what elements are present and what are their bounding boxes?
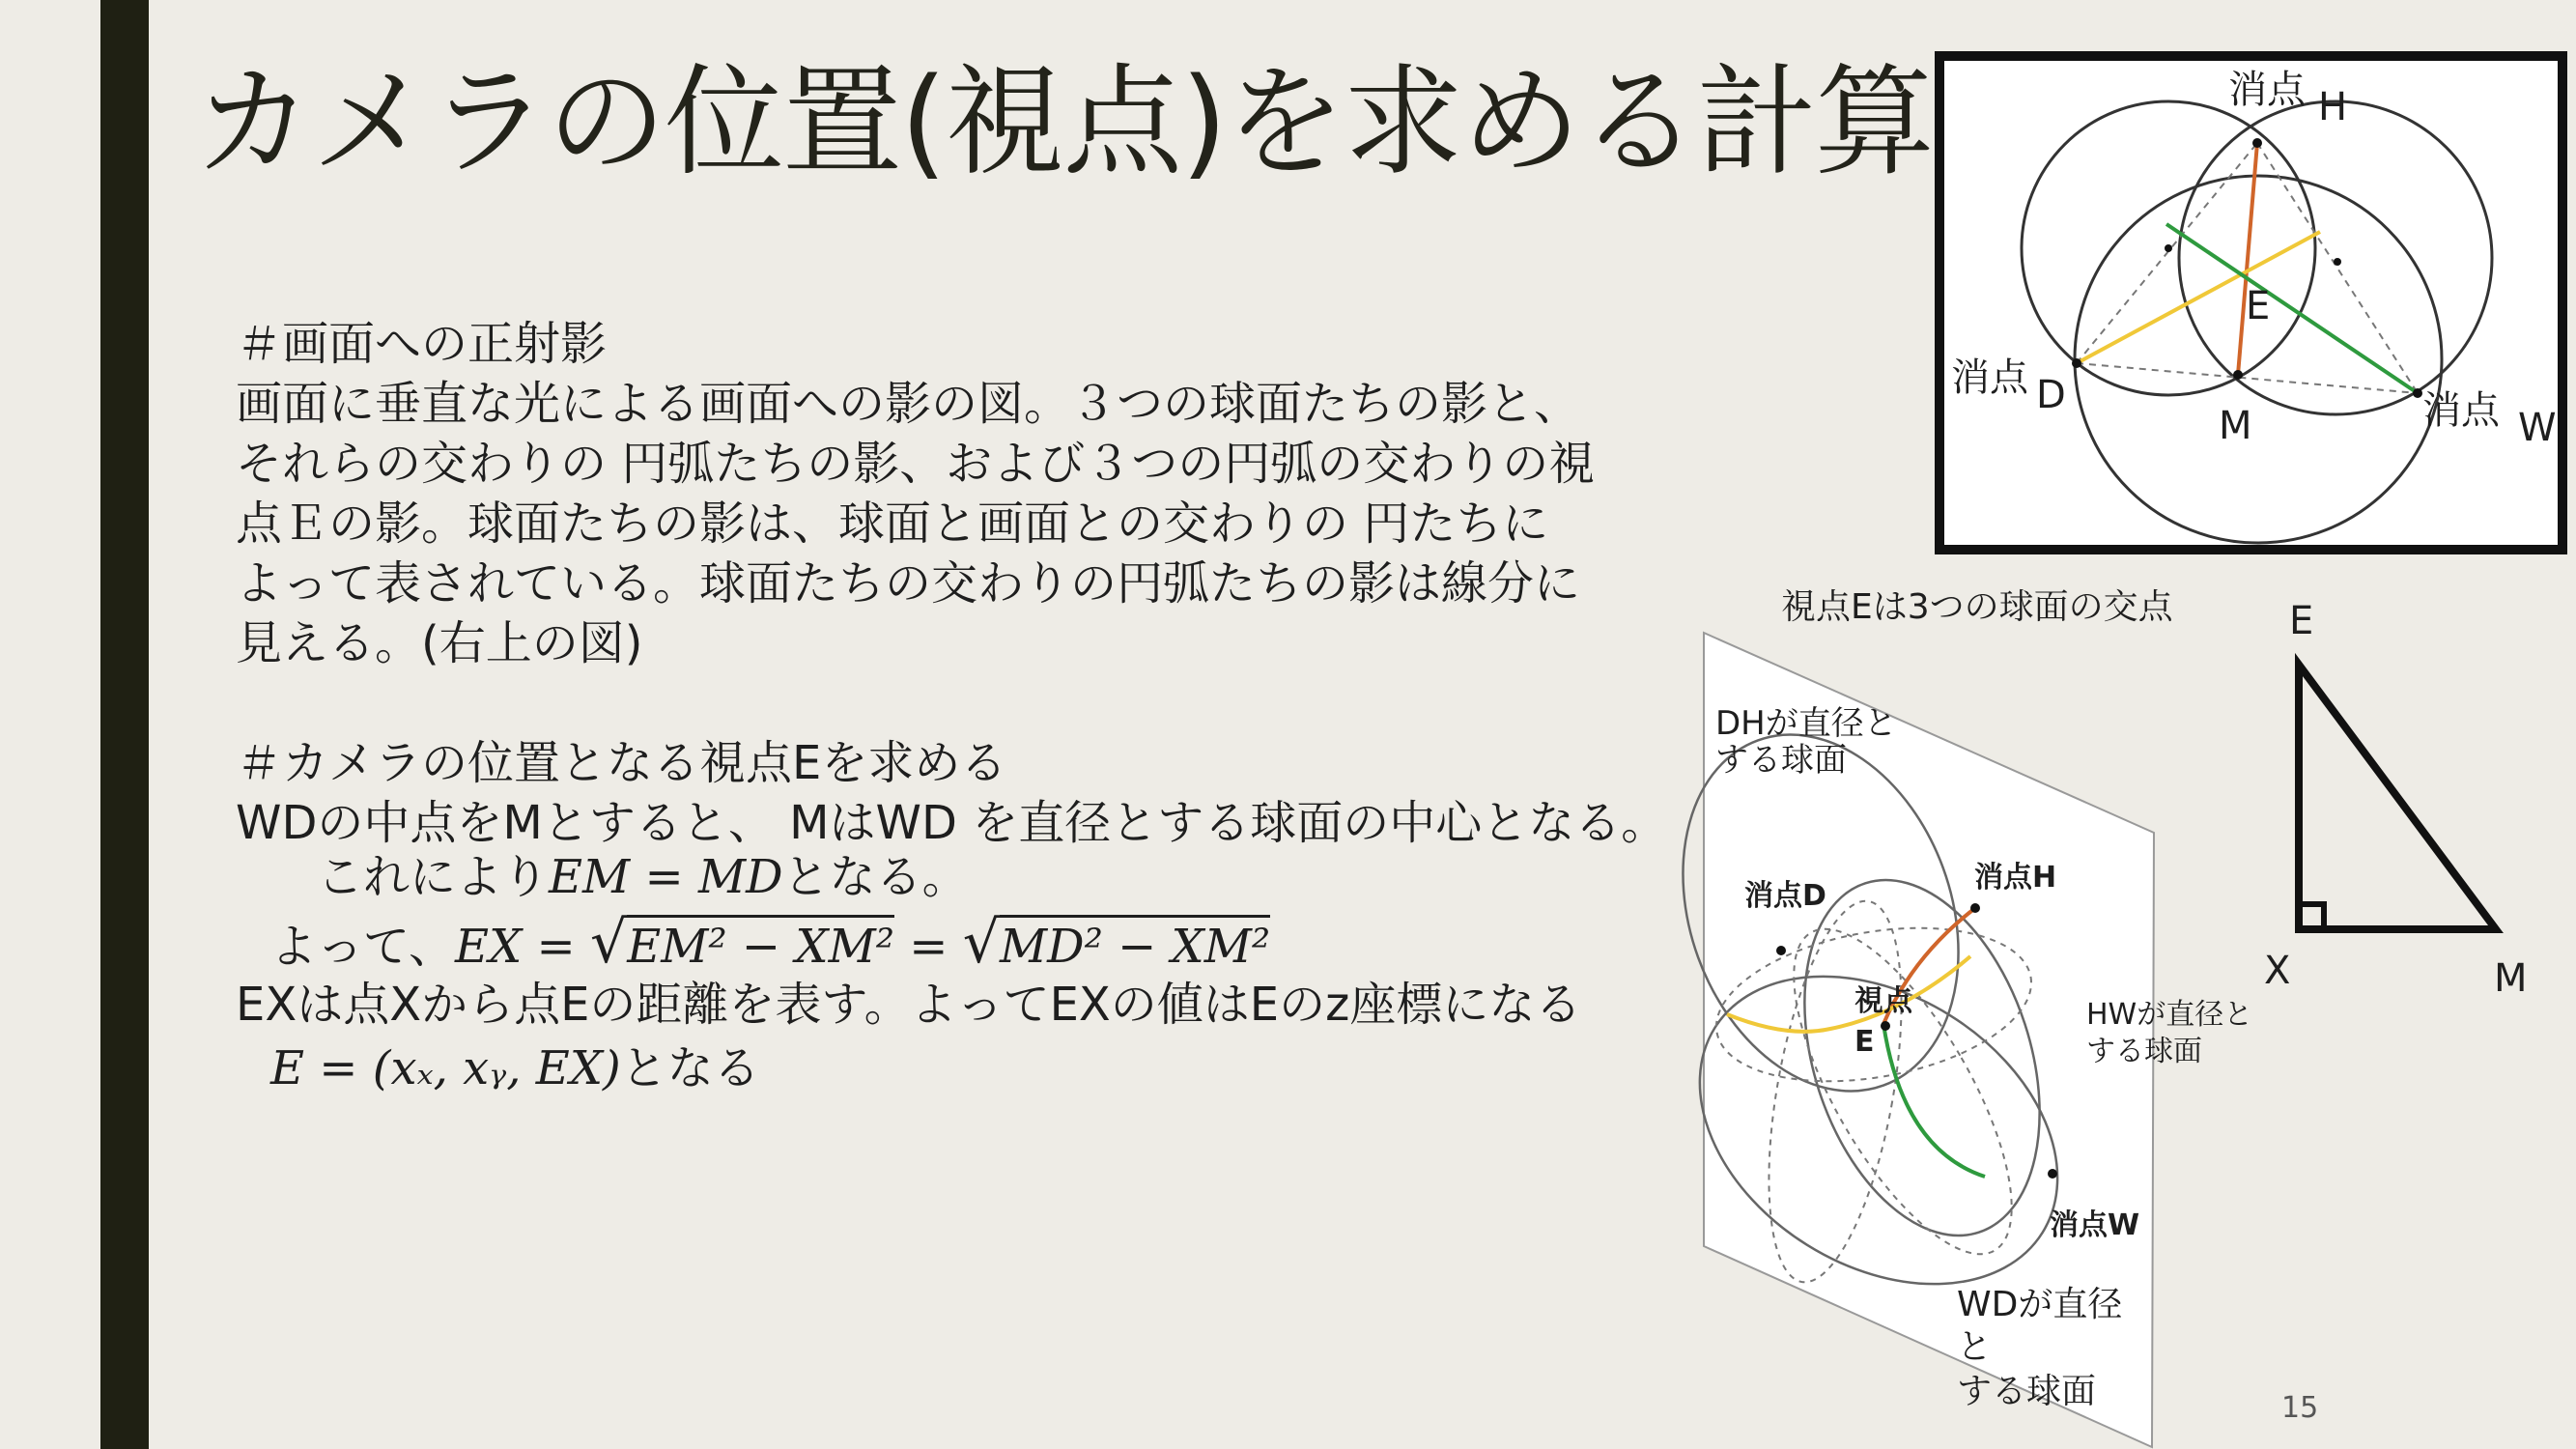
section2-heading: ＃カメラの位置となる視点Eを求める [236,736,1007,790]
section2-line-3 [270,909,1271,977]
point-w [2048,1169,2057,1179]
slide-number: 15 [2281,1391,2319,1425]
triangle-figure [2250,589,2560,1014]
label-view-1: 視点 [1854,984,1912,1018]
line2-formula: EM = MD [549,850,783,904]
line2-suffix: となる。 [782,850,969,904]
point-d [1776,946,1786,955]
triangle-label-e: E [2289,599,2314,643]
slide-title: カメラの位置(視点)を求める計算 [193,53,1933,192]
line3-prefix: よって、 [270,920,456,974]
line5-formula: E = (xₓ, xᵧ, EX) [270,1041,621,1095]
label-view-2: E [1854,1025,1875,1059]
section1-heading: ＃画面への正射影 [236,317,608,371]
section1-line-3: 点Ｅの影。球面たちの影は、球面と画面との交わりの 円たちに [236,497,1549,551]
sphere-caption: 視点Eは3つの球面の交点 [1781,587,2173,627]
point-mid-dh [2165,244,2172,252]
section2-line-2 [317,848,969,906]
label-dh-1: DHが直径と [1715,704,1897,743]
top-circles-figure [1932,50,2569,554]
point-h [2252,138,2262,148]
section2-line-1: WDの中点をMとすると、 MはWD を直径とする球面の中心となる。 [236,796,1668,850]
label-h: H [2318,85,2348,129]
label-wd-1: WDが直径 [1957,1285,2123,1324]
triangle-label-x: X [2264,949,2291,993]
section2-line-4: EXは点Xから点Eの距離を表す。よってEXの値はEのz座標になる [236,978,1582,1032]
point-e [1881,1021,1890,1031]
section2-line-5 [270,1039,760,1097]
point-h [1970,903,1980,913]
triangle-label-m: M [2494,956,2528,1001]
point-d [2072,358,2081,368]
line2-prefix: これにより [317,850,550,904]
label-d: D [2036,373,2066,417]
line3-equals: = [893,920,963,974]
line5-suffix: となる [620,1041,760,1095]
point-m [2233,370,2243,380]
label-vp-w: 消点W [2050,1208,2140,1242]
label-vp-h: 消点H [1974,861,2057,895]
section1-line-4: よって表されている。球面たちの交わりの円弧たちの影は線分に [236,556,1581,611]
label-e: E [2246,284,2271,328]
label-vp-d: 消点D [1744,879,1826,913]
label-dh-2: する球面 [1715,741,1847,780]
sqrt-icon: √ [590,909,628,977]
section1-line-5: 見える。(右上の図) [236,616,643,670]
label-wd-3: する球面 [1957,1372,2097,1411]
line3-root-1: EM² − XM² [627,915,894,974]
label-m: M [2219,404,2252,448]
sphere-figure [1681,587,2253,1449]
label-wd-2: と [1957,1327,1993,1367]
section1-line-1: 画面に垂直な光による画面への影の図。３つの球面たちの影と、 [236,377,1581,431]
label-w: W [2518,406,2557,450]
point-w [2413,388,2422,398]
point-mid-hw [2334,258,2341,266]
section1-line-2: それらの交わりの 円弧たちの影、および３つの円弧の交わりの視 [236,437,1596,491]
label-vp-d: 消点 [1951,355,2028,400]
sqrt-icon: √ [962,909,1000,977]
side-bar [100,0,149,1449]
line3-root-2: MD² − XM² [1000,915,1270,974]
line3-formula-lhs: EX = [455,920,590,974]
right-triangle [2299,665,2496,929]
label-vp-w: 消点 [2422,388,2500,433]
label-hw-2: する球面 [2086,1035,2202,1068]
label-hw-1: HWが直径と [2086,998,2253,1032]
label-vp-h: 消点 [2228,68,2306,112]
